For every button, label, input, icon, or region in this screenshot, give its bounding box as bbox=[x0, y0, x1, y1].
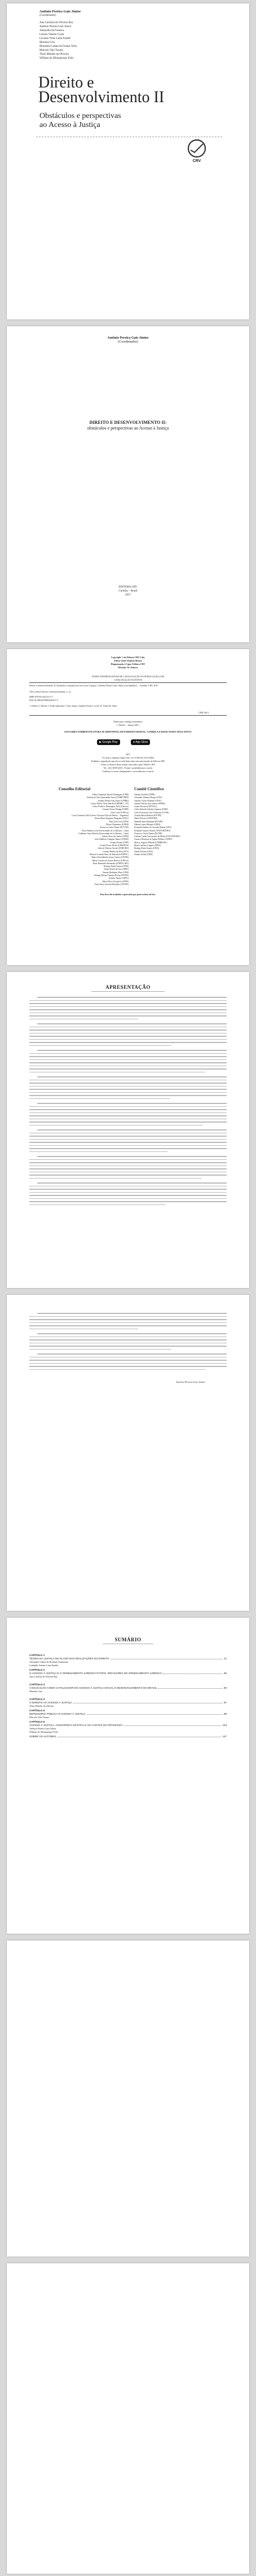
chapter-author: Antônio Pereira Gaio Júnior bbox=[29, 1727, 56, 1730]
summary-item[interactable] bbox=[29, 1735, 227, 1738]
google-play-badge[interactable] bbox=[97, 739, 120, 745]
text-line bbox=[29, 1059, 227, 1061]
committee-title: Comitê Científico bbox=[134, 787, 164, 791]
chapter-author: Marcelo Vale Taruno bbox=[29, 1716, 50, 1719]
leader-dots bbox=[111, 1657, 223, 1659]
text-line bbox=[29, 1166, 227, 1167]
presentation-divider bbox=[91, 991, 165, 992]
chapter-label: CAPÍTULO 2 bbox=[29, 1668, 45, 1671]
text-line bbox=[29, 1066, 227, 1067]
text-line bbox=[29, 1092, 227, 1093]
text-line bbox=[29, 1201, 227, 1202]
committee-member: Adriano Koehler (UFPR) bbox=[134, 794, 155, 796]
text-line bbox=[29, 1366, 227, 1367]
text-line bbox=[29, 1039, 227, 1040]
text-line bbox=[29, 1009, 227, 1010]
leader-dots bbox=[163, 1672, 223, 1674]
layout-credit: Diagramação e Capa: Editora CRV bbox=[111, 663, 145, 665]
app-store-label: App Store bbox=[135, 741, 148, 744]
contact: Todos os direitos desta edição reservados pela: Editora CRV bbox=[100, 763, 156, 766]
phone-email: Tel.: (41) 3039-6418 – E-mail: sac@editoracrv.com.br bbox=[103, 766, 153, 769]
text-line bbox=[29, 1072, 205, 1073]
council-member: Carmen Tereza Velanga (UNIR) bbox=[102, 808, 129, 811]
chapter-line bbox=[29, 1735, 227, 1738]
council-member: Elione Maria Nogueira Diogenes (UFAL) bbox=[94, 817, 129, 820]
text-line bbox=[29, 1189, 227, 1190]
ebook-notice: ESTA OBRA TAMBÉM ENCONTRA-SE DISPONÍVEL EM FORMATO DIGITAL. CONHEÇA E BAIXE NOSSO APLICATIVO! bbox=[64, 730, 192, 733]
council-member: Carlos Federico Dominguez Avila (Unieuro) bbox=[92, 805, 129, 808]
text-line bbox=[29, 1121, 227, 1123]
contributor: Thais Mendes da Oliveira bbox=[39, 53, 69, 56]
leader-dots bbox=[158, 1686, 222, 1689]
council-member: Solange Helena Ximenes-Rocha (UFOPA) bbox=[94, 874, 129, 877]
cover-subtitle-line2: ao Acesso à Justiça bbox=[39, 121, 100, 129]
text-line bbox=[29, 1042, 227, 1043]
committee-member: Zulmar Fachin (UEM) bbox=[134, 853, 153, 856]
cover-subtitle-line1: Obstáculos e perspectivas bbox=[39, 112, 121, 120]
text-line bbox=[29, 1369, 205, 1370]
council-member: João Adalberto Campato Junior (UNESP) bbox=[94, 838, 129, 841]
contributor: Marcelo Vale Taruno bbox=[39, 49, 63, 52]
text-line bbox=[29, 1186, 227, 1187]
text-line bbox=[29, 1343, 227, 1344]
text-line bbox=[37, 997, 227, 998]
crv-logo-text: CRV bbox=[192, 159, 201, 163]
title-page-role: (Coordenador) bbox=[118, 340, 138, 344]
council-member: Maria Lília Imbiriba Sousa Colares (UFOPA) bbox=[91, 856, 129, 859]
rights-notice: Proibida a reprodução parcial ou total desta obra sem autorização da Editora CRV bbox=[91, 760, 165, 763]
leader-dots bbox=[87, 1712, 223, 1715]
text-line bbox=[29, 1033, 227, 1034]
committee-member: Francisco Carlos Duarte (PUCPR) bbox=[134, 832, 162, 835]
text-line bbox=[29, 1133, 227, 1134]
chapter-author: Ludmilla Valente Lima Fandré bbox=[29, 1664, 59, 1667]
text-line bbox=[37, 1103, 227, 1104]
text-line bbox=[29, 1112, 227, 1114]
council-member: Carlos Alberto Vilar Estêvão (UMINHO – PT) bbox=[90, 802, 129, 805]
committee-member: Ariane Ferreira (UNIVALI) bbox=[134, 805, 157, 808]
contributor: Luciana Veras Lima Fandré bbox=[39, 37, 71, 40]
text-line bbox=[37, 1129, 227, 1131]
chapter-title: O ACESSO À JUSTIÇA E O ORDENAMENTO JURÍDICO PÁTRIO. REFLEXÕES NO ORDENAMENTO JURÍDICO bbox=[29, 1672, 162, 1675]
title-page-year: 2017 bbox=[125, 594, 131, 597]
council-member: Guillermo Arias Beatón (Universidade de La Havana – Cuba) bbox=[78, 832, 129, 835]
blank-page bbox=[7, 1940, 249, 2257]
presentation-title: APRESENTAÇÃO bbox=[105, 984, 151, 990]
title-page-subtitle: obstáculos e perspectivas ao Acesso à Justiça bbox=[87, 426, 169, 431]
council-member: Elizeu Clementino (UNEB) bbox=[106, 823, 129, 826]
committee-member: Rodrigo Pratte-Santos (UFES) bbox=[134, 847, 159, 850]
text-line bbox=[29, 1363, 227, 1364]
text-line bbox=[37, 1050, 227, 1051]
chapter-title: ACESSO À JUSTIÇA, ASSISTÊNCIA ESTATAL E OS CUSTOS DO PROCESSO bbox=[29, 1724, 122, 1727]
chapter-label: CAPÍTULO 6 bbox=[29, 1720, 45, 1723]
summary-item[interactable] bbox=[29, 1698, 227, 1708]
text-line bbox=[29, 1106, 227, 1107]
text-line bbox=[37, 1182, 227, 1184]
title-page-city: Curitiba – Brasil bbox=[118, 590, 138, 593]
site: Conheça os nossos lançamentos: www.editoracrv.com.br bbox=[102, 770, 154, 773]
subjects: 1. Direito 2. Direito 3. Poder judiciário I. Gaio Junior, Antônio Pereira. coord. II. Título III. Série. bbox=[29, 704, 118, 707]
committee-member: Claudia Maria Barbosa (PUCPR) bbox=[134, 814, 162, 817]
council-member: Celso Conti (UFSCar) bbox=[110, 811, 129, 814]
chapter-title: SOBRE OS AUTORES bbox=[29, 1735, 56, 1738]
text-line bbox=[29, 1015, 227, 1017]
summary-item[interactable] bbox=[29, 1654, 227, 1667]
title-page-title: DIREITO E DESENVOLVIMENTO II: bbox=[89, 420, 167, 425]
committee-member: Celso Ferreira da Cruz Victoriano (TJ-PR) bbox=[134, 811, 169, 814]
council-member: Josania Portela (UFPI) bbox=[110, 841, 129, 844]
council-member: Aldira Guimarães Duarte Domínguez (UNB) bbox=[92, 794, 129, 796]
council-member: Jailson Alves dos Santos (UFRJ) bbox=[101, 835, 129, 838]
contributor: Ana Carolina de Oliveira Ruy bbox=[39, 21, 73, 24]
chapter-author: Mariana Cruz bbox=[29, 1690, 43, 1693]
text-line bbox=[29, 1175, 227, 1176]
cip-subtitle: CATALOGAÇÃO NA FONTE bbox=[113, 678, 143, 681]
committee-member: Valmir Pozzetti (UEA) bbox=[134, 850, 153, 853]
council-member: Maria Cristina dos Santos Bezerra (UFSCar) bbox=[92, 859, 129, 862]
council-member: Gloria Fariñas León (Universidade de La Havana – Cuba) bbox=[81, 829, 129, 832]
committee-member: Gustavo Henrique de Aguiar Pinheiro (UFRN) bbox=[134, 838, 173, 841]
cdd: CDD 340.1 bbox=[198, 711, 209, 714]
committee-member: Danielle Anne Pamplona (PUCPR) bbox=[134, 820, 163, 823]
copyright-year: 2017 bbox=[126, 753, 130, 756]
committee-member: Fabiano Lepre Marques (UERJ) bbox=[134, 823, 161, 826]
chapter-author: Ana Carolina de Oliveira Ruy bbox=[29, 1675, 58, 1678]
text-line bbox=[29, 1119, 227, 1120]
cip-pages: 150 p. (Série Direito e desenvolvimento, v. 2) bbox=[29, 690, 71, 693]
committee-member: Fernando Gustavo Knoerr (UNICURITIBA) bbox=[134, 829, 171, 832]
title-page-publisher: EDITORA CRV bbox=[118, 586, 138, 589]
summary-item[interactable] bbox=[29, 1720, 227, 1734]
app-store-badge[interactable] bbox=[131, 739, 150, 745]
text-line bbox=[29, 1003, 227, 1004]
text-line bbox=[37, 1156, 227, 1157]
doi: DOI 10.24824/978854442317.3 bbox=[29, 699, 59, 702]
text-line bbox=[29, 1329, 138, 1330]
text-line bbox=[37, 1353, 227, 1355]
copyright-page bbox=[7, 649, 249, 965]
council-member: Maria de Lourdes Pinto de Almeida (UNOESC) bbox=[89, 853, 129, 856]
text-line bbox=[29, 1339, 227, 1340]
index-item: 1. Direito – Justiça 340.1 bbox=[116, 724, 140, 726]
text-line bbox=[29, 1036, 227, 1037]
editor-chief: Editor-chefe: Railson Moura bbox=[114, 659, 142, 662]
council-member: Leonel Severo Rocha (UNISINOS) bbox=[100, 844, 129, 847]
cover-title-line2: Desenvolvimento II bbox=[38, 89, 165, 106]
text-line bbox=[29, 1019, 138, 1020]
council-member: Tania Suely Azevedo Brasileiro (UFOPA) bbox=[94, 883, 129, 886]
chapter-title: DEFENSORIA PÚBLICA E ACESSO À JUSTIÇA bbox=[29, 1712, 86, 1715]
committee-member: Fernando Antônio de Carvalho Dantas (UFG) bbox=[134, 826, 171, 829]
committee-member: Antônio Carlos Wolkmer (UFSC) bbox=[134, 799, 162, 802]
blank-page bbox=[7, 2263, 249, 2574]
crv-logo-icon bbox=[187, 139, 206, 163]
chapter-page: 87 bbox=[223, 1701, 227, 1704]
summary-item[interactable] bbox=[29, 1668, 227, 1679]
text-line bbox=[29, 1172, 227, 1173]
text-line bbox=[29, 1109, 227, 1110]
text-line bbox=[29, 1337, 227, 1338]
cover-title-line1: Direito e bbox=[38, 74, 94, 91]
chapter-page: 147 bbox=[222, 1735, 227, 1738]
google-play-icon: ▶ bbox=[99, 741, 101, 744]
committee-member: Antônio Pereira Gaio Júnior (UFRRJ) bbox=[134, 802, 165, 805]
text-line bbox=[29, 1319, 227, 1320]
contributor: Mariana Cruz bbox=[39, 41, 55, 44]
summary-item[interactable] bbox=[29, 1709, 227, 1719]
text-line bbox=[29, 1095, 227, 1096]
summary-page bbox=[7, 1618, 249, 1934]
text-line bbox=[29, 1148, 227, 1149]
text-line bbox=[29, 1192, 227, 1193]
text-line bbox=[29, 1062, 227, 1063]
cip-text: Direito e desenvolvimento II: obstáculos e perspectivas ao acesso à justiça / Antônio Pereira Gaio Júnior (coordenador). – Curitiba: CRV, 2017. bbox=[29, 684, 159, 687]
text-line bbox=[29, 1086, 227, 1087]
text-line bbox=[37, 1023, 227, 1024]
council-member: Lourdes Helena da Silva (UFV) bbox=[103, 850, 129, 853]
committee-member: Alexandre Walmott Borges (UFU) bbox=[134, 796, 162, 799]
committee-list bbox=[134, 794, 180, 856]
chapter-page: 39 bbox=[223, 1672, 227, 1675]
text-line bbox=[29, 1346, 227, 1347]
text-line bbox=[29, 1045, 171, 1046]
presentation-page bbox=[7, 972, 249, 1288]
leader-dots bbox=[123, 1724, 221, 1726]
index-title: Índice para catálogo sistemático bbox=[113, 720, 143, 723]
text-line bbox=[29, 1053, 227, 1054]
chapter-label: CAPÍTULO 4 bbox=[29, 1698, 45, 1701]
council-member: Francisco Carlos Duarte (PUC-PR) bbox=[100, 826, 129, 829]
contributor: Larissa Valente Costa bbox=[39, 33, 64, 36]
text-line bbox=[29, 1068, 227, 1070]
chapter-label: CAPÍTULO 5 bbox=[29, 1709, 45, 1712]
chapter-label: CAPÍTULO 3 bbox=[29, 1683, 45, 1686]
text-line bbox=[29, 1357, 227, 1358]
cover-author: Antônio Pereira Gaio Júnior bbox=[39, 10, 81, 14]
cip-divider bbox=[29, 682, 227, 683]
text-line bbox=[29, 1162, 227, 1163]
council-member: Andréia da Silva Quintanilha Sousa (UNIR/UFRN) bbox=[86, 796, 129, 799]
text-line bbox=[29, 1151, 167, 1153]
review-note: Este livro foi avaliado e aprovado por pareceristas ad hoc. bbox=[100, 893, 156, 896]
text-line bbox=[29, 1013, 227, 1014]
chapter-title: TEORIA DA JUSTIÇA NO PLANO DAS REALIZAÇÕES DO DIREITO bbox=[29, 1657, 109, 1660]
law-notice: Foi feito o depósito legal conf. Lei 10.994 de 14/12/2004 bbox=[102, 756, 154, 759]
text-line bbox=[29, 1145, 227, 1146]
chapter-label: CAPÍTULO 1 bbox=[29, 1654, 45, 1657]
committee-member: Marcos Augusto Maliska (UNIBRASIL) bbox=[134, 841, 167, 844]
text-line bbox=[29, 1142, 227, 1143]
contributor: William de Albuquerque Felix bbox=[39, 57, 74, 60]
committee-member: Daniel Ferreira (UNINTER) bbox=[134, 817, 157, 820]
text-line bbox=[29, 1316, 227, 1317]
council-member: Paulo Romualdo Hernandes (UNIFAL-MG) bbox=[92, 862, 129, 865]
cover-contributors bbox=[39, 21, 77, 60]
presentation-signature: Antônio Pereira Gaio Júnior bbox=[176, 1381, 205, 1383]
cip-divider-bottom bbox=[29, 715, 227, 716]
council-member: Sérgio Nunes de Jesus (IFRO) bbox=[104, 868, 129, 871]
text-line bbox=[29, 1159, 227, 1160]
council-member: Tadeu Oliver Gonçalves (UFPA) bbox=[101, 880, 129, 883]
contributor: Mariseila Caldas de Freitas Veira bbox=[39, 45, 77, 48]
summary-title: SUMÁRIO bbox=[114, 1637, 142, 1642]
text-line bbox=[37, 1076, 227, 1077]
council-title: Conselho Editorial bbox=[59, 787, 91, 791]
chapter-page: 11 bbox=[224, 1657, 227, 1660]
contributor: Antonella da Fonseca bbox=[39, 29, 64, 32]
leader-dots bbox=[73, 1701, 223, 1703]
text-line bbox=[29, 1139, 227, 1140]
text-line bbox=[29, 1195, 227, 1196]
text-line bbox=[29, 1136, 227, 1137]
text-line bbox=[29, 1089, 227, 1090]
summary-item[interactable] bbox=[29, 1683, 227, 1693]
text-line bbox=[37, 1333, 227, 1334]
chapter-author: Thais Mendes da Oliveira bbox=[29, 1705, 54, 1707]
text-line bbox=[29, 1168, 227, 1169]
chapter-author: Alexandre Cabral de Roubian Guimarães bbox=[29, 1661, 69, 1663]
chapter-page: 123 bbox=[222, 1724, 227, 1727]
text-line bbox=[29, 1027, 227, 1028]
presentation-page-2 bbox=[7, 1295, 249, 1611]
apple-icon: ● bbox=[133, 741, 135, 744]
text-line bbox=[29, 1204, 166, 1206]
text-line bbox=[29, 1029, 227, 1031]
council-member: Sydione Santos (UEPG) bbox=[109, 877, 129, 880]
council-member: Cesar Gerónimo Tello (Univer. Nacional Três de Febrero – Argentina) bbox=[72, 814, 129, 817]
text-line bbox=[29, 1000, 227, 1001]
committee-member: Maria Carolina Campos (UFBA) bbox=[134, 844, 161, 847]
text-line bbox=[29, 1198, 227, 1199]
text-line bbox=[37, 1313, 227, 1314]
review-credit: Revisão: Os Autores bbox=[118, 666, 138, 669]
cip-title: DADOS INTERNACIONAIS DE CATALOGAÇÃO NA PUBLICAÇÃO (CIP) bbox=[91, 675, 165, 678]
text-line bbox=[29, 1056, 227, 1057]
text-line bbox=[29, 1125, 203, 1126]
text-line bbox=[29, 1006, 227, 1007]
title-page-author: Antônio Pereira Gaio Júnior bbox=[107, 336, 149, 340]
council-member: Simone Rodrigues Pinto (UNB) bbox=[102, 871, 129, 874]
committee-member: Gislaine Cunha Vasconcelos de Mello (UNICURITIBA) bbox=[134, 835, 180, 838]
contributor: Antônio Pereira Gaio Júnior bbox=[39, 25, 72, 28]
text-line bbox=[29, 1325, 227, 1326]
committee-member: Carlos Eduardo Adriano Japiassú (UERJ) bbox=[134, 808, 168, 811]
council-member: Élsio José Corá (UFFS) bbox=[109, 820, 129, 823]
council-member: Lídia de Oliveira Xavier (UNIEURO) bbox=[98, 847, 129, 850]
council-member: Rodrigo Pratte-Santos (UFES) bbox=[104, 865, 129, 868]
chapter-page: 69 bbox=[223, 1686, 227, 1689]
text-line bbox=[29, 1115, 227, 1116]
google-play-label: Google Play bbox=[102, 741, 118, 744]
text-line bbox=[29, 1349, 171, 1350]
council-member: Antônio Pereira Gaio Júnior (UFRRJ) bbox=[98, 799, 129, 802]
text-line bbox=[29, 1322, 227, 1324]
text-line bbox=[29, 1080, 227, 1081]
chapter-title: O DIREITO AO ACESSO À JUSTIÇA bbox=[29, 1701, 72, 1704]
leader-dots bbox=[57, 1735, 221, 1737]
title-page bbox=[7, 326, 249, 642]
cover-role: (Coordenador) bbox=[39, 14, 56, 17]
cover-page bbox=[7, 3, 249, 319]
isbn: ISBN 978-85-444-2317-3 bbox=[29, 695, 53, 698]
text-line bbox=[29, 1098, 170, 1099]
copyright-line: Copyright © da Editora CRV Ltda. bbox=[111, 656, 145, 659]
chapter-title: A EDUCAÇÃO COMO CATALISADOR DO ACESSO À JUSTIÇA SOCIAL E DESENVOLVIMENTO DO BRASIL bbox=[29, 1686, 157, 1689]
text-line bbox=[29, 1178, 201, 1179]
chapter-author: William de Albuquerque Felix bbox=[29, 1731, 58, 1733]
text-line bbox=[29, 1083, 227, 1084]
council-list bbox=[41, 794, 129, 886]
chapter-page: 99 bbox=[223, 1712, 227, 1715]
text-line bbox=[29, 1360, 227, 1361]
